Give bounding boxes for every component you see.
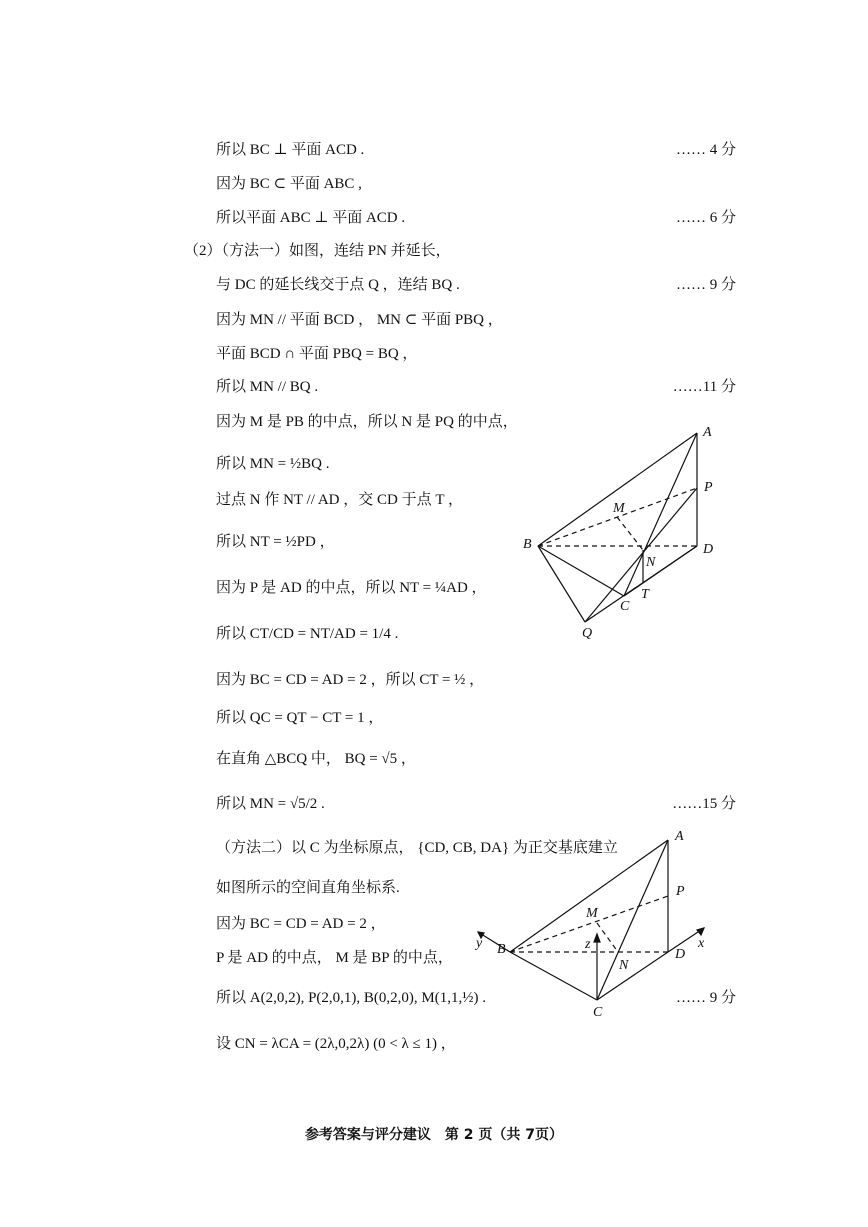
text-line: 所以 A(2,0,2), P(2,0,1), B(0,2,0), M(1,1,½) . [216, 990, 486, 1006]
fig2-label: M [586, 906, 598, 921]
fig1-label: T [641, 587, 649, 602]
fig2-label: z [585, 937, 591, 952]
score-marker: …… 9 分 [675, 990, 736, 1006]
fig1-label: C [620, 599, 630, 614]
fig1-label: N [646, 555, 656, 570]
fig2-label: D [675, 947, 686, 962]
score-marker: ……15 分 [672, 796, 736, 812]
fig2-label: B [497, 942, 506, 957]
text-line: 因为 M 是 PB 的中点，所以 N 是 PQ 的中点， [216, 414, 518, 430]
page-footer: 参考答案与评分建议 第 2 页（共 7页） [304, 1127, 564, 1143]
fig1-label: B [523, 537, 532, 552]
edge-BQ [538, 546, 585, 622]
score-marker: …… 4 分 [675, 142, 736, 158]
text-line: 因为 BC = CD = AD = 2 ，所以 CT = ½ ， [216, 672, 485, 688]
dashed-MN [617, 517, 643, 550]
fig1-label: P [704, 480, 713, 495]
text-line: 如图所示的空间直角坐标系. [216, 880, 400, 896]
text-line: 过点 N 作 NT // AD ，交 CD 于点 T ， [216, 492, 463, 508]
text-line: 所以 BC ⊥ 平面 ACD . [216, 142, 365, 158]
text-line: P 是 AD 的中点， M 是 BP 的中点， [216, 950, 453, 966]
text-line: 因为 P 是 AD 的中点，所以 NT = ¼AD ， [216, 580, 487, 596]
fig2-label: A [675, 829, 684, 844]
fig1-label: M [613, 501, 625, 516]
fig1-label: Q [582, 626, 593, 641]
text-line: 因为 BC = CD = AD = 2 ， [216, 916, 386, 932]
fig1-label: A [703, 425, 712, 440]
text-line: 所以 MN = ½BQ . [216, 456, 330, 472]
x-axis-arrow [697, 928, 704, 935]
text-line: 所以 MN = √5/2 . [216, 796, 325, 812]
edge-BA [538, 433, 697, 546]
text-line: （2）（方法一）如图，连结 PN 并延长， [184, 243, 451, 259]
fig2-label: x [698, 936, 705, 951]
edge-BC [510, 952, 597, 1000]
fig2-label: N [619, 958, 629, 973]
text-line: （方法二）以 C 为坐标原点， {CD, CB, DA} 为正交基底建立 [216, 840, 618, 856]
fig1-label: D [703, 542, 714, 557]
edge-BC [538, 546, 624, 596]
fig2-label: P [676, 884, 685, 899]
text-line: 所以 QC = QT − CT = 1 ， [216, 710, 384, 726]
text-line: 所以 NT = ½PD ， [216, 534, 335, 550]
dashed-MN [597, 923, 618, 952]
figure-2-labels [474, 829, 705, 1020]
text-line: 所以 MN // BQ . [216, 379, 319, 395]
text-line: 与 DC 的延长线交于点 Q ，连结 BQ . [216, 277, 460, 293]
fig2-label: y [476, 936, 483, 951]
text-line: 设 CN = λCA = (2λ,0,2λ) (0 < λ ≤ 1) ， [216, 1036, 456, 1052]
z-axis-arrow [594, 934, 600, 942]
fig2-label: C [593, 1005, 603, 1020]
score-marker: ……11 分 [672, 379, 736, 395]
score-marker: …… 6 分 [675, 210, 736, 226]
text-line: 所以平面 ABC ⊥ 平面 ACD . [216, 210, 406, 226]
text-line: 因为 MN // 平面 BCD ， MN ⊂ 平面 PBQ ， [216, 312, 503, 328]
text-line: 平面 BCD ∩ 平面 PBQ = BQ ， [216, 346, 418, 362]
text-line: 所以 CT/CD = NT/AD = 1/4 . [216, 626, 399, 642]
figure-1 [538, 433, 697, 622]
text-line: 在直角 △BCQ 中， BQ = √5 ， [216, 751, 416, 767]
score-marker: …… 9 分 [675, 277, 736, 293]
edge-BA [510, 840, 668, 952]
text-line: 因为 BC ⊂ 平面 ABC , [216, 176, 362, 192]
figure-1-labels [523, 425, 713, 641]
